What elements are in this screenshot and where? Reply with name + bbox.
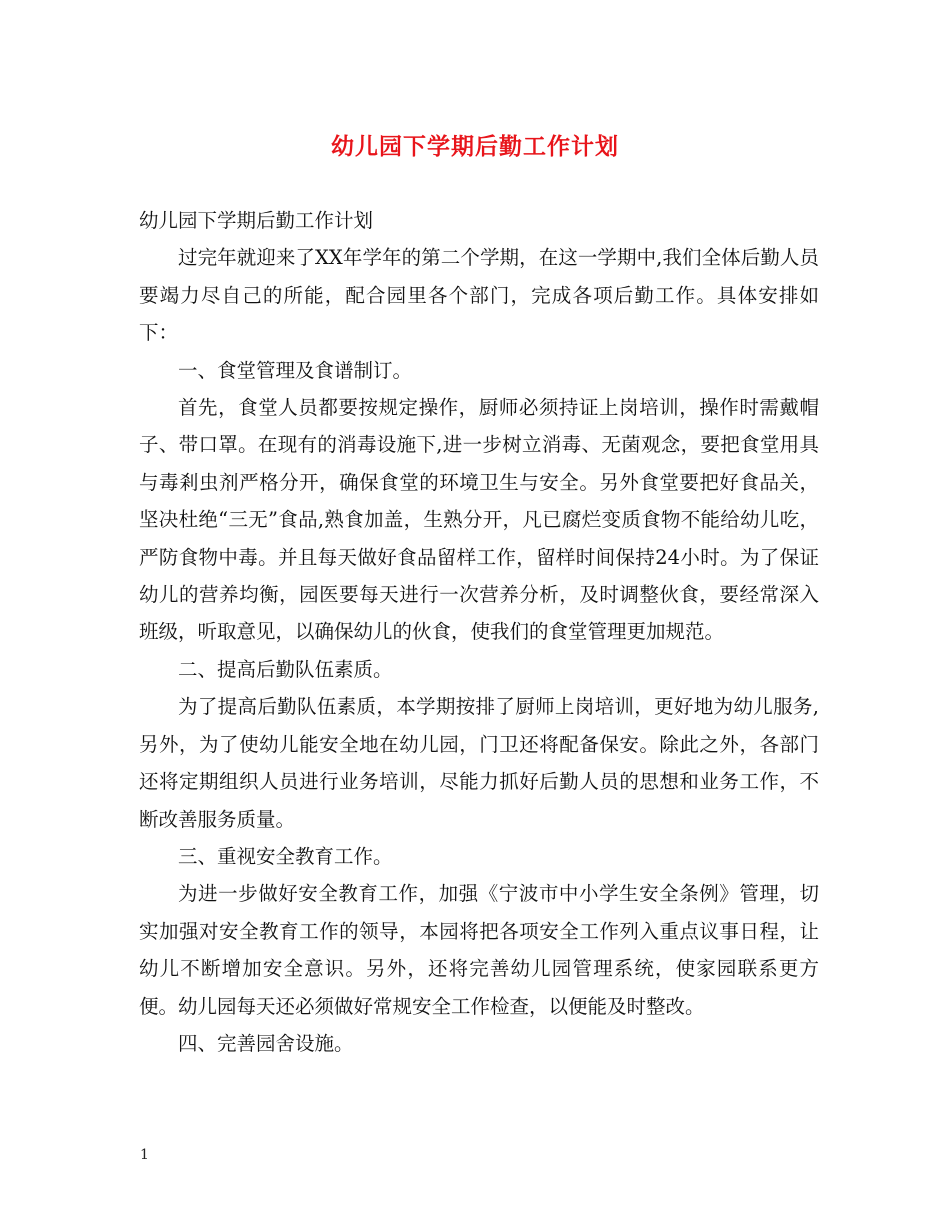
paragraph-safety: 为进一步做好安全教育工作，加强《宁波市中小学生安全条例》管理，切实加强对安全教育工作的领导，本园将把各项安全工作列入重点议事日程，让幼儿不断增加安全意识。另外，还将完善幼儿园管理系统，使家园联系更方便。幼儿园每天还必须做好常规安全工作检查，以便能及时整改。 (139, 882, 819, 1018)
paragraph-heading: 幼儿园下学期后勤工作计划 (139, 209, 374, 232)
page-number: 1 (140, 1147, 149, 1163)
paragraph-intro: 过完年就迎来了XX年学年的第二个学期，在这一学期中,我们全体后勤人员要竭力尽自己的所能，配合园里各个部门，完成各项后勤工作。具体安排如下： (139, 246, 819, 345)
paragraph-canteen: 首先，食堂人员都要按规定操作，厨师必须持证上岗培训，操作时需戴帽子、带口罩。在现有的消毒设施下,进一步树立消毒、无菌观念，要把食堂用具与毒剎虫剂严格分开，确保食堂的环境卫生与安全。另外食堂要把好食品关，坚决杜绝“三无”食品,熟食加盖，生熟分开，凡已腐烂变质食物不能给幼儿吃，严防食物中毒。并且每天做好食品留样工作，留样时间保持24小时。为了保证幼儿的营养均衡，园医要每天进行一次营养分析，及时调整伙食，要经常深入班级，听取意见，以确保幼儿的伙食，使我们的食堂管理更加规范。 (139, 396, 819, 644)
document-body (139, 202, 819, 1062)
document-title: 幼儿园下学期后勤工作计划 (331, 133, 619, 160)
section-heading-staff: 二、提高后勤队伍素质。 (178, 657, 393, 681)
section-heading-facilities: 四、完善园舍设施。 (178, 1031, 354, 1055)
paragraph-staff: 为了提高后勤队伍素质，本学期按排了厨师上岗培训，更好地为幼儿服务,另外，为了使幼儿能安全地在幼儿园，门卫还将配备保安。除此之外，各部门还将定期组织人员进行业务培训，尽能力抓好后勤人员的思想和业务工作，不断改善服务质量。 (139, 695, 819, 831)
section-heading-safety: 三、重视安全教育工作。 (178, 844, 393, 868)
section-heading-canteen: 一、食堂管理及食谱制订。 (178, 358, 413, 382)
